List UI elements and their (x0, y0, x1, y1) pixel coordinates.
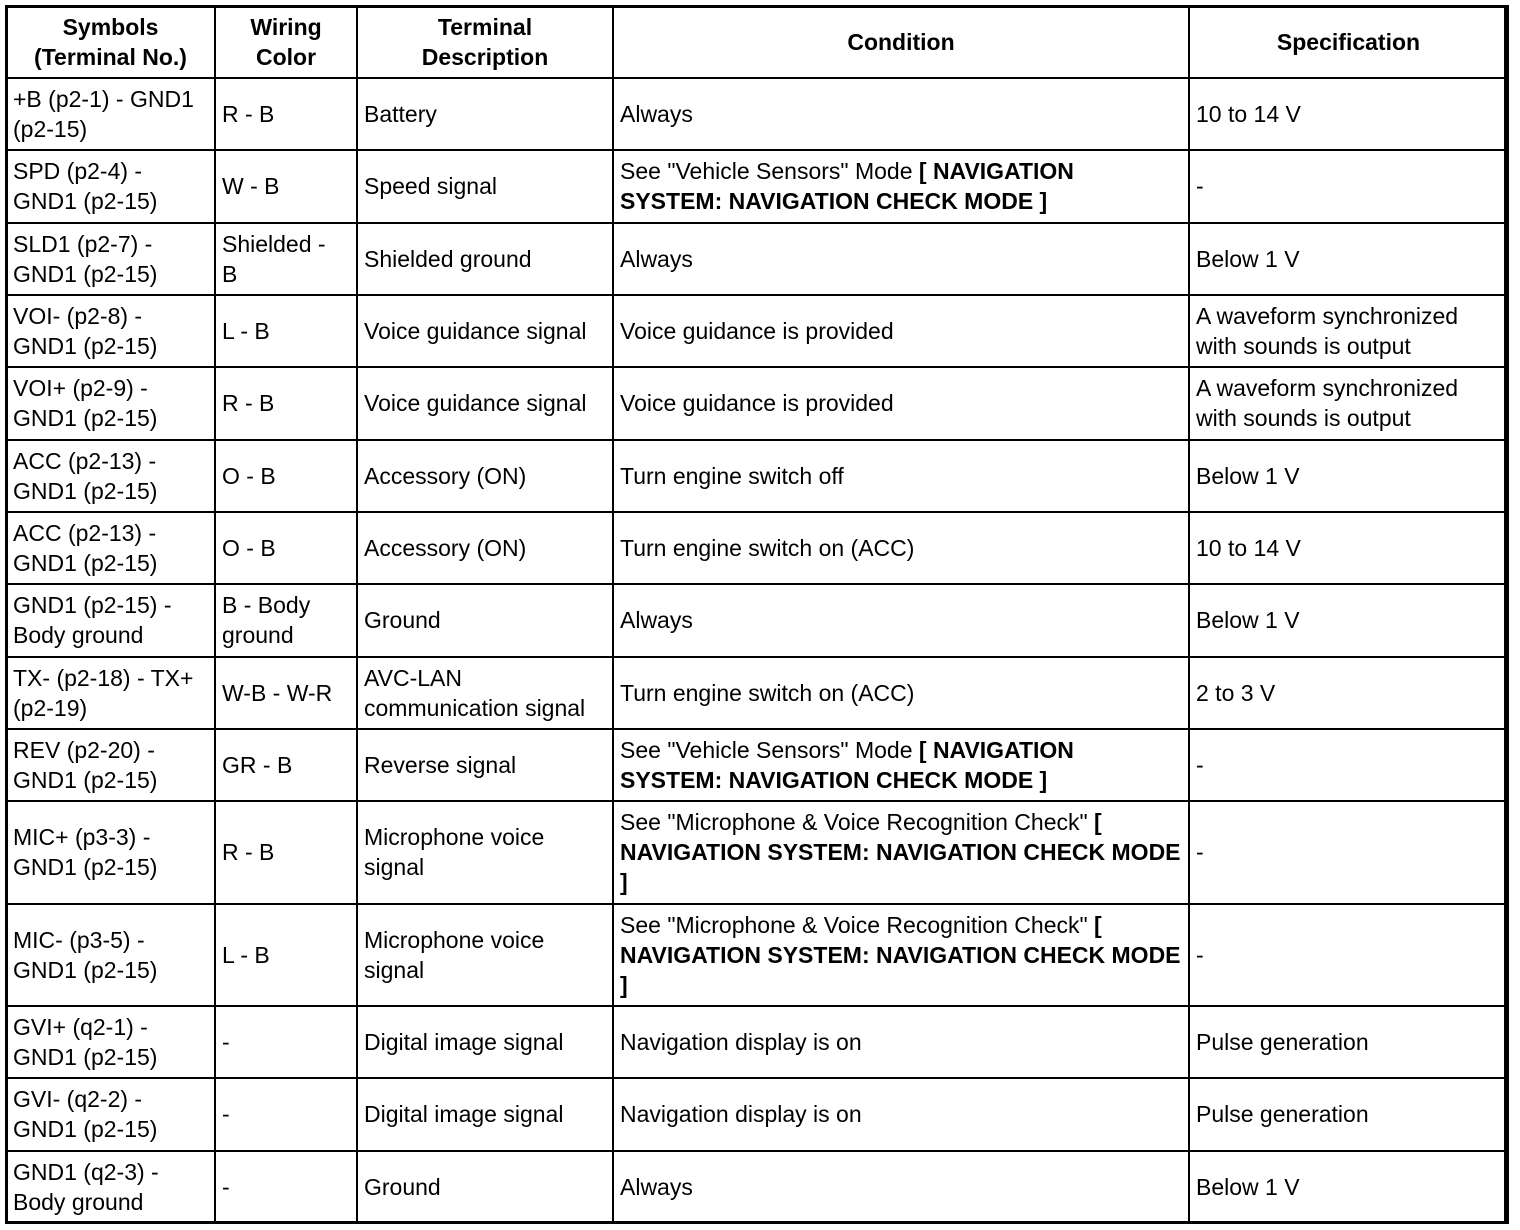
specification-cell: 10 to 14 V (1189, 78, 1508, 150)
table-row (6, 657, 1508, 729)
table-row (6, 150, 1508, 222)
header-wiring-line2: Color (255, 44, 317, 70)
condition-cell (613, 657, 1189, 729)
wiring-color-cell: L - B (215, 904, 357, 1006)
terminal-description-cell: Shielded ground (357, 223, 613, 295)
header-symbols-line1: Symbols (62, 14, 159, 40)
condition-text: Navigation display is on (620, 1029, 862, 1056)
wiring-color-cell: R - B (215, 367, 357, 439)
condition-text: Always (620, 101, 693, 128)
table-row (6, 584, 1508, 656)
wiring-color-cell: R - B (215, 78, 357, 150)
condition-cell (613, 584, 1189, 656)
condition-cell (613, 801, 1189, 903)
table-row (6, 801, 1508, 903)
specification-cell: - (1189, 729, 1508, 801)
specification-cell: Below 1 V (1189, 440, 1508, 512)
condition-cell (613, 295, 1189, 367)
header-condition: Condition (613, 6, 1189, 78)
symbols-cell: VOI- (p2-8) - GND1 (p2-15) (6, 295, 215, 367)
specification-cell: Below 1 V (1189, 584, 1508, 656)
condition-reference: [ NAVIGATION SYSTEM: NAVIGATION CHECK MODE ] (620, 911, 1181, 998)
symbols-cell: GND1 (q2-3) - Body ground (6, 1151, 215, 1223)
terminal-description-cell: Voice guidance signal (357, 367, 613, 439)
condition-cell (613, 729, 1189, 801)
header-specification: Specification (1189, 6, 1508, 78)
condition-reference: [ NAVIGATION SYSTEM: NAVIGATION CHECK MODE ] (620, 809, 1181, 896)
terminal-description-cell: Microphone voice signal (357, 904, 613, 1006)
wiring-color-cell: GR - B (215, 729, 357, 801)
specification-cell: A waveform synchronized with sounds is output (1189, 295, 1508, 367)
wiring-color-cell: R - B (215, 801, 357, 903)
symbols-cell: VOI+ (p2-9) - GND1 (p2-15) (6, 367, 215, 439)
terminal-description-cell: Battery (357, 78, 613, 150)
specification-cell: 2 to 3 V (1189, 657, 1508, 729)
terminal-description-cell: Ground (357, 1151, 613, 1223)
wiring-color-cell: O - B (215, 512, 357, 584)
symbols-cell: GND1 (p2-15) - Body ground (6, 584, 215, 656)
table-row (6, 367, 1508, 439)
specification-cell: 10 to 14 V (1189, 512, 1508, 584)
table-body (6, 78, 1508, 1223)
condition-cell (613, 440, 1189, 512)
symbols-cell: TX- (p2-18) - TX+ (p2-19) (6, 657, 215, 729)
table-row (6, 729, 1508, 801)
condition-text: Always (620, 1173, 693, 1200)
table-row (6, 1151, 1508, 1223)
condition-text: See "Microphone & Voice Recognition Check" (620, 911, 1095, 938)
wiring-color-cell: L - B (215, 295, 357, 367)
condition-text: See "Microphone & Voice Recognition Check" (620, 809, 1095, 836)
symbols-cell: ACC (p2-13) - GND1 (p2-15) (6, 512, 215, 584)
condition-text: Turn engine switch on (ACC) (620, 679, 915, 706)
condition-text: See "Vehicle Sensors" Mode (620, 158, 919, 185)
wiring-color-cell: O - B (215, 440, 357, 512)
symbols-cell: ACC (p2-13) - GND1 (p2-15) (6, 440, 215, 512)
specification-cell: Below 1 V (1189, 1151, 1508, 1223)
specification-cell: - (1189, 904, 1508, 1006)
wiring-color-cell: - (215, 1078, 357, 1150)
terminal-description-cell: Accessory (ON) (357, 512, 613, 584)
table-row (6, 512, 1508, 584)
condition-text: Voice guidance is provided (620, 390, 894, 417)
condition-reference: [ NAVIGATION SYSTEM: NAVIGATION CHECK MODE ] (620, 158, 1074, 215)
terminal-description-cell: Accessory (ON) (357, 440, 613, 512)
specification-cell: Pulse generation (1189, 1006, 1508, 1078)
condition-text: Voice guidance is provided (620, 318, 894, 345)
header-row (6, 6, 1508, 78)
table-row (6, 904, 1508, 1006)
wiring-color-cell: Shielded - B (215, 223, 357, 295)
symbols-cell: +B (p2-1) - GND1 (p2-15) (6, 78, 215, 150)
header-terminal-line1: Terminal (437, 14, 533, 40)
table-row (6, 295, 1508, 367)
symbols-cell: GVI+ (q2-1) - GND1 (p2-15) (6, 1006, 215, 1078)
terminal-description-cell: Digital image signal (357, 1006, 613, 1078)
symbols-cell: SLD1 (p2-7) - GND1 (p2-15) (6, 223, 215, 295)
symbols-cell: MIC- (p3-5) - GND1 (p2-15) (6, 904, 215, 1006)
table-row (6, 1006, 1508, 1078)
condition-cell (613, 223, 1189, 295)
table-row (6, 223, 1508, 295)
table-header (6, 6, 1508, 78)
terminal-description-cell: Reverse signal (357, 729, 613, 801)
condition-cell (613, 1006, 1189, 1078)
terminal-description-cell: Microphone voice signal (357, 801, 613, 903)
specification-cell: - (1189, 150, 1508, 222)
terminal-description-cell: Digital image signal (357, 1078, 613, 1150)
header-symbols (6, 6, 215, 78)
condition-text: Turn engine switch off (620, 462, 844, 489)
header-terminal-line2: Description (421, 44, 549, 70)
header-wiring-line1: Wiring (250, 14, 322, 40)
wiring-color-cell: B - Body ground (215, 584, 357, 656)
table-row (6, 1078, 1508, 1150)
symbols-cell: REV (p2-20) - GND1 (p2-15) (6, 729, 215, 801)
condition-cell (613, 367, 1189, 439)
symbols-cell: GVI- (q2-2) - GND1 (p2-15) (6, 1078, 215, 1150)
table-row (6, 78, 1508, 150)
specification-cell: Below 1 V (1189, 223, 1508, 295)
condition-reference: [ NAVIGATION SYSTEM: NAVIGATION CHECK MODE ] (620, 736, 1074, 793)
condition-cell (613, 904, 1189, 1006)
specification-cell: A waveform synchronized with sounds is output (1189, 367, 1508, 439)
condition-cell (613, 1151, 1189, 1223)
header-wiring-color (215, 6, 357, 78)
condition-text: Turn engine switch on (ACC) (620, 535, 915, 562)
terminal-spec-table (5, 5, 1509, 1224)
wiring-color-cell: W-B - W-R (215, 657, 357, 729)
terminal-description-cell: AVC-LAN communication signal (357, 657, 613, 729)
wiring-color-cell: - (215, 1006, 357, 1078)
condition-cell (613, 150, 1189, 222)
condition-cell (613, 1078, 1189, 1150)
condition-cell (613, 78, 1189, 150)
terminal-description-cell: Ground (357, 584, 613, 656)
symbols-cell: MIC+ (p3-3) - GND1 (p2-15) (6, 801, 215, 903)
specification-cell: - (1189, 801, 1508, 903)
condition-text: Always (620, 607, 693, 634)
table-row (6, 440, 1508, 512)
terminal-description-cell: Voice guidance signal (357, 295, 613, 367)
terminal-description-cell: Speed signal (357, 150, 613, 222)
condition-text: Always (620, 245, 693, 272)
wiring-color-cell: W - B (215, 150, 357, 222)
condition-text: Navigation display is on (620, 1101, 862, 1128)
wiring-color-cell: - (215, 1151, 357, 1223)
condition-cell (613, 512, 1189, 584)
condition-text: See "Vehicle Sensors" Mode (620, 736, 919, 763)
specification-cell: Pulse generation (1189, 1078, 1508, 1150)
header-terminal-description (357, 6, 613, 78)
header-symbols-line2: (Terminal No.) (34, 44, 187, 70)
symbols-cell: SPD (p2-4) - GND1 (p2-15) (6, 150, 215, 222)
